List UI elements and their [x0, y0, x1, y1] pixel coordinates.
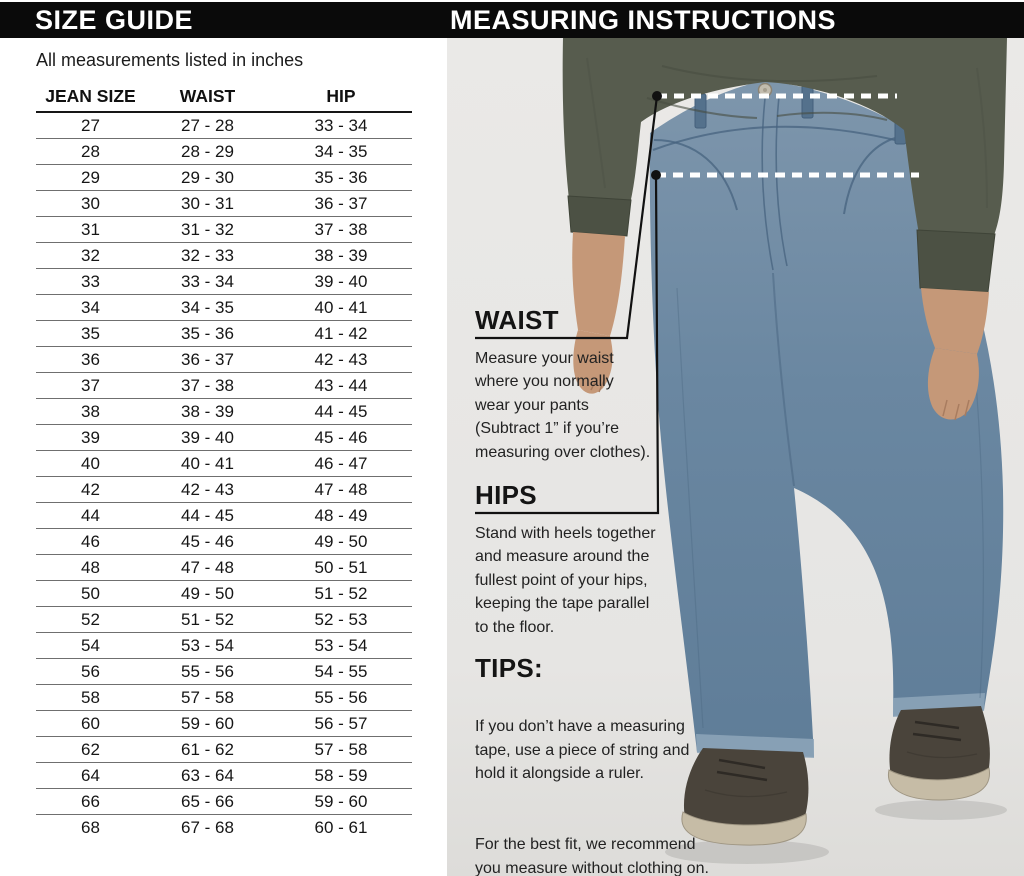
table-cell: 54 - 55 — [314, 661, 368, 681]
table-row — [36, 217, 412, 243]
measurements-note: All measurements listed in inches — [36, 50, 304, 70]
table-cell: 34 - 35 — [314, 141, 368, 161]
table-cell: 47 - 48 — [314, 479, 368, 499]
table-row — [36, 633, 412, 659]
table-row — [36, 139, 412, 165]
table-cell: 50 - 51 — [314, 557, 368, 577]
table-cell: 42 — [81, 479, 100, 499]
table-cell: 40 - 41 — [314, 297, 368, 317]
table-cell: 38 - 39 — [181, 401, 234, 421]
tips-section-body — [475, 692, 709, 876]
table-cell: 37 - 38 — [314, 219, 368, 239]
table-row — [36, 789, 412, 815]
table-cell: 27 — [81, 115, 100, 135]
table-cell: 34 — [81, 297, 100, 317]
hips-section-title: HIPS — [475, 480, 537, 510]
table-row — [36, 737, 412, 763]
table-cell: 61 - 62 — [181, 739, 234, 759]
table-cell: 45 - 46 — [181, 531, 234, 551]
table-cell: 32 - 33 — [181, 245, 234, 265]
size-table — [36, 82, 412, 840]
table-cell: 39 - 40 — [314, 271, 368, 291]
table-cell: 65 - 66 — [181, 791, 234, 811]
table-cell: 29 — [81, 167, 100, 187]
tips-paragraph-2: For the best fit, we recommend you measure without clothing on. — [475, 836, 709, 876]
right-foot-shadow — [875, 800, 1007, 820]
table-cell: 36 — [81, 349, 100, 369]
table-cell: 44 - 45 — [314, 401, 368, 421]
table-cell: 48 - 49 — [314, 505, 368, 525]
table-cell: 33 — [81, 271, 100, 291]
table-cell: 58 — [81, 687, 100, 707]
table-row — [36, 269, 412, 295]
header-bar — [0, 2, 1024, 38]
table-cell: 37 — [81, 375, 100, 395]
table-cell: 55 - 56 — [314, 687, 368, 707]
photo-panel — [447, 38, 1024, 876]
table-cell: 45 - 46 — [314, 427, 368, 447]
tips-section-title: TIPS: — [475, 653, 543, 683]
table-cell: 27 - 28 — [181, 115, 234, 135]
table-cell: 57 - 58 — [314, 739, 368, 759]
jean-size-column-header: JEAN SIZE — [36, 82, 145, 112]
size-table-header-row — [36, 82, 412, 112]
table-cell: 46 - 47 — [314, 453, 368, 473]
table-cell: 68 — [81, 817, 100, 837]
table-cell: 29 - 30 — [181, 167, 234, 187]
table-cell: 36 - 37 — [314, 193, 368, 213]
table-row — [36, 815, 412, 841]
table-row — [36, 685, 412, 711]
waist-column-header: WAIST — [145, 82, 270, 112]
table-cell: 46 — [81, 531, 100, 551]
tips-section — [475, 654, 709, 876]
table-row — [36, 295, 412, 321]
table-cell: 53 - 54 — [181, 635, 234, 655]
table-cell: 55 - 56 — [181, 661, 234, 681]
table-cell: 28 — [81, 141, 100, 161]
tips-paragraph-1: If you don’t have a measuring tape, use a piece of string and hold it alongside a ruler. — [475, 718, 690, 783]
table-row — [36, 347, 412, 373]
table-cell: 51 - 52 — [181, 609, 234, 629]
table-cell: 53 - 54 — [314, 635, 368, 655]
table-cell: 66 — [81, 791, 100, 811]
table-cell: 34 - 35 — [181, 297, 234, 317]
table-row — [36, 529, 412, 555]
table-cell: 30 - 31 — [181, 193, 234, 213]
table-cell: 48 — [81, 557, 100, 577]
table-cell: 64 — [81, 765, 100, 785]
size-guide-title: SIZE GUIDE — [35, 5, 194, 35]
table-cell: 47 - 48 — [181, 557, 234, 577]
table-cell: 36 - 37 — [181, 349, 234, 369]
table-cell: 56 - 57 — [314, 713, 368, 733]
table-row — [36, 112, 412, 139]
table-cell: 59 - 60 — [314, 791, 368, 811]
table-row — [36, 555, 412, 581]
table-cell: 60 - 61 — [314, 817, 368, 837]
table-cell: 28 - 29 — [181, 141, 234, 161]
waist-line-dot — [652, 91, 662, 101]
table-cell: 39 — [81, 427, 100, 447]
measuring-instructions-title: MEASURING INSTRUCTIONS — [450, 5, 837, 35]
table-row — [36, 581, 412, 607]
table-cell: 35 - 36 — [314, 167, 368, 187]
hip-line-dot — [651, 170, 661, 180]
table-cell: 38 — [81, 401, 100, 421]
table-cell: 31 - 32 — [181, 219, 234, 239]
table-cell: 52 - 53 — [314, 609, 368, 629]
hips-section — [475, 481, 656, 639]
table-row — [36, 451, 412, 477]
table-cell: 59 - 60 — [181, 713, 234, 733]
table-cell: 60 — [81, 713, 100, 733]
table-cell: 37 - 38 — [181, 375, 234, 395]
table-row — [36, 659, 412, 685]
table-cell: 33 - 34 — [181, 271, 234, 291]
table-cell: 40 - 41 — [181, 453, 234, 473]
table-row — [36, 243, 412, 269]
table-cell: 40 — [81, 453, 100, 473]
table-cell: 38 - 39 — [314, 245, 368, 265]
table-cell: 49 - 50 — [181, 583, 234, 603]
table-row — [36, 373, 412, 399]
waist-section-title: WAIST — [475, 305, 559, 335]
hips-section-body: Stand with heels together and measure around the fullest point of your hips, keeping the tape parallel to the floor. — [475, 524, 656, 636]
table-row — [36, 425, 412, 451]
table-cell: 54 — [81, 635, 100, 655]
table-cell: 50 — [81, 583, 100, 603]
table-cell: 44 — [81, 505, 100, 525]
table-row — [36, 399, 412, 425]
table-cell: 31 — [81, 219, 100, 239]
table-cell: 41 - 42 — [314, 323, 368, 343]
waist-section-body: Measure your waist where you normally wear your pants (Subtract 1” if you’re measuring over clothes). — [475, 349, 651, 461]
table-cell: 62 — [81, 739, 100, 759]
table-cell: 63 - 64 — [181, 765, 234, 785]
size-table-body — [36, 112, 412, 840]
table-cell: 42 - 43 — [181, 479, 234, 499]
table-cell: 43 - 44 — [314, 375, 368, 395]
table-row — [36, 321, 412, 347]
table-cell: 42 - 43 — [314, 349, 368, 369]
table-cell: 32 — [81, 245, 100, 265]
table-cell: 51 - 52 — [314, 583, 368, 603]
table-cell: 67 - 68 — [181, 817, 234, 837]
waist-section — [475, 306, 650, 464]
table-cell: 52 — [81, 609, 100, 629]
table-cell: 35 - 36 — [181, 323, 234, 343]
table-row — [36, 477, 412, 503]
hip-column-header: HIP — [270, 82, 412, 112]
table-row — [36, 191, 412, 217]
table-row — [36, 763, 412, 789]
table-row — [36, 711, 412, 737]
table-cell: 35 — [81, 323, 100, 343]
table-row — [36, 165, 412, 191]
table-cell: 58 - 59 — [314, 765, 368, 785]
table-cell: 56 — [81, 661, 100, 681]
table-row — [36, 503, 412, 529]
table-cell: 30 — [81, 193, 100, 213]
table-cell: 33 - 34 — [314, 115, 368, 135]
table-cell: 57 - 58 — [181, 687, 234, 707]
table-cell: 49 - 50 — [314, 531, 368, 551]
table-cell: 44 - 45 — [181, 505, 234, 525]
table-cell: 39 - 40 — [181, 427, 234, 447]
table-row — [36, 607, 412, 633]
